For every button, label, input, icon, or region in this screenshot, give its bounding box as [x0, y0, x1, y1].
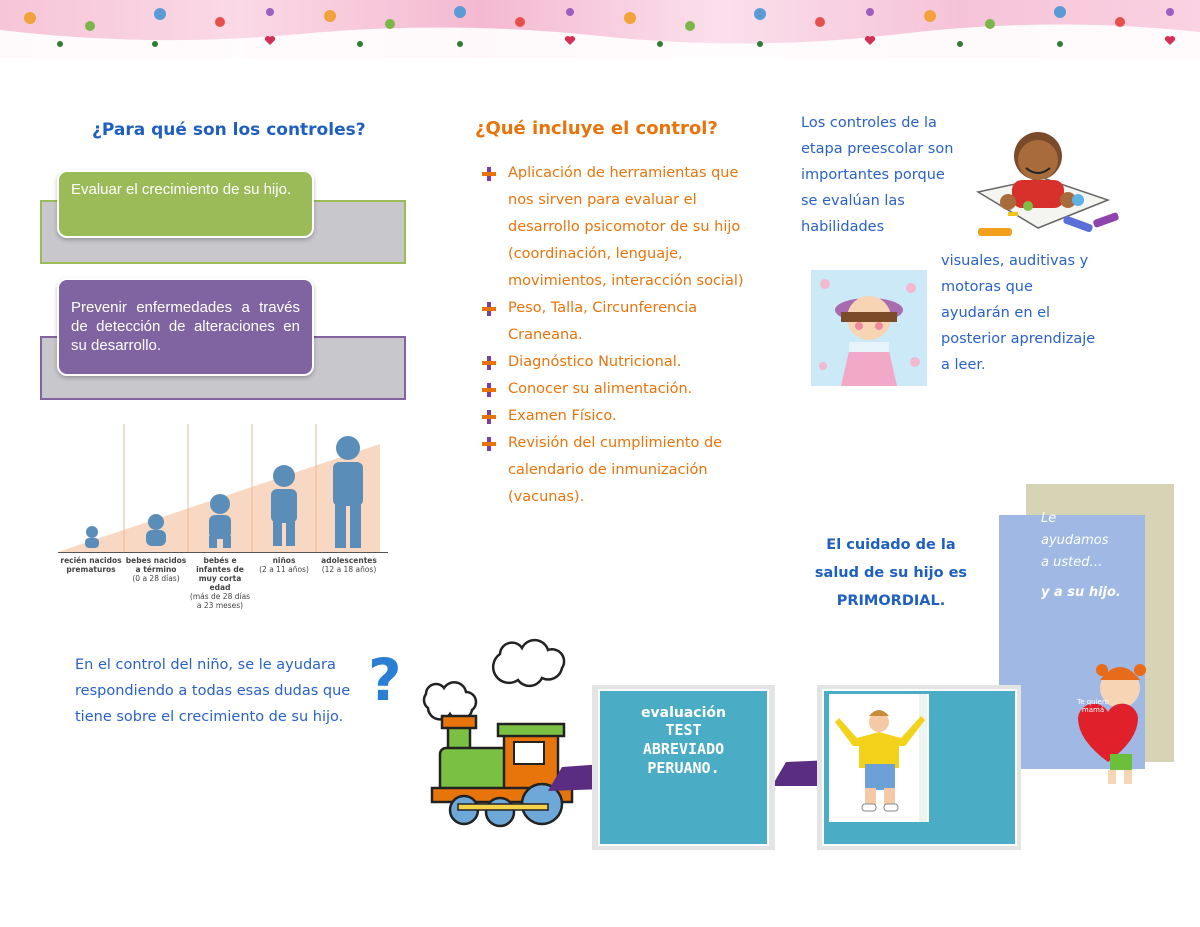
girl-heart-image: [1058, 658, 1178, 788]
growth-illustration: [58, 424, 388, 624]
evaluation-box: evaluación TEST ABREVIADO PERUANO.: [598, 689, 769, 846]
decorative-banner: [0, 0, 1200, 58]
banner-pattern: [0, 0, 1200, 58]
list-item: Peso, Talla, Circunferencia Craneana.: [480, 295, 745, 349]
growth-labels: [58, 556, 388, 610]
control-list: [480, 160, 745, 511]
plus-bullet-icon: [480, 295, 498, 331]
growth-label: bebes nacidos a término (0 a 28 días): [125, 556, 187, 583]
heart-caption: Te quiero mamá: [1077, 698, 1109, 714]
child-photo: [829, 694, 929, 822]
plus-bullet-icon: [480, 160, 498, 196]
card-prevenir: Prevenir enfermedades a través de detección de alteraciones en su desarrollo.: [57, 278, 314, 376]
train-clipart: [418, 638, 588, 834]
list-item: Revisión del cumplimiento de calendario de inmunización (vacunas).: [480, 430, 745, 511]
boy-drawing-image: [968, 120, 1128, 250]
growth-label: niños (2 a 11 años): [259, 556, 309, 574]
plus-bullet-icon: [480, 430, 498, 466]
card-evaluar: Evaluar el crecimiento de su hijo.: [57, 170, 314, 238]
list-item: Conocer su alimentación.: [480, 376, 745, 403]
growth-label: recién nacidos prematuros: [60, 556, 122, 574]
growth-label: bebés e infantes de muy corta edad (más de 28 días a 23 meses): [189, 556, 251, 610]
list-item: Diagnóstico Nutricional.: [480, 349, 745, 376]
preescolar-paragraph-a: Los controles de la etapa preescolar son importantes porque se evalúan las habilidades: [801, 115, 954, 235]
photo-box: [822, 689, 1017, 846]
list-item: Examen Físico.: [480, 403, 745, 430]
question-paragraph: En el control del niño, se le ayudara respondiendo a todas esas dudas que tiene sobre el crecimiento de su hijo.: [75, 657, 351, 725]
question-mark-icon: [368, 648, 408, 712]
girl-portrait-image: [811, 270, 927, 386]
growth-label: adolescentes (12 a 18 años): [321, 556, 377, 574]
svg-text:?: ?: [368, 648, 402, 708]
note-text: Le ayudamos a usted… y a su hijo.: [1041, 511, 1121, 600]
list-item: Aplicación de herramientas que nos sirven para evaluar el desarrollo psicomotor de su hijo (coordinación, lenguaje, movimientos, interacción social): [480, 160, 745, 295]
growth-figures: [58, 424, 388, 554]
care-statement: El cuidado de la salud de su hijo es PRIMORDIAL.: [814, 537, 968, 609]
preescolar-paragraph-b: visuales, auditivas y motoras que ayudarán en el posterior aprendizaje a leer.: [941, 253, 1096, 373]
section-title-que-incluye: ¿Qué incluye el control?: [475, 118, 718, 139]
section-title-para-que: ¿Para qué son los controles?: [92, 120, 366, 140]
